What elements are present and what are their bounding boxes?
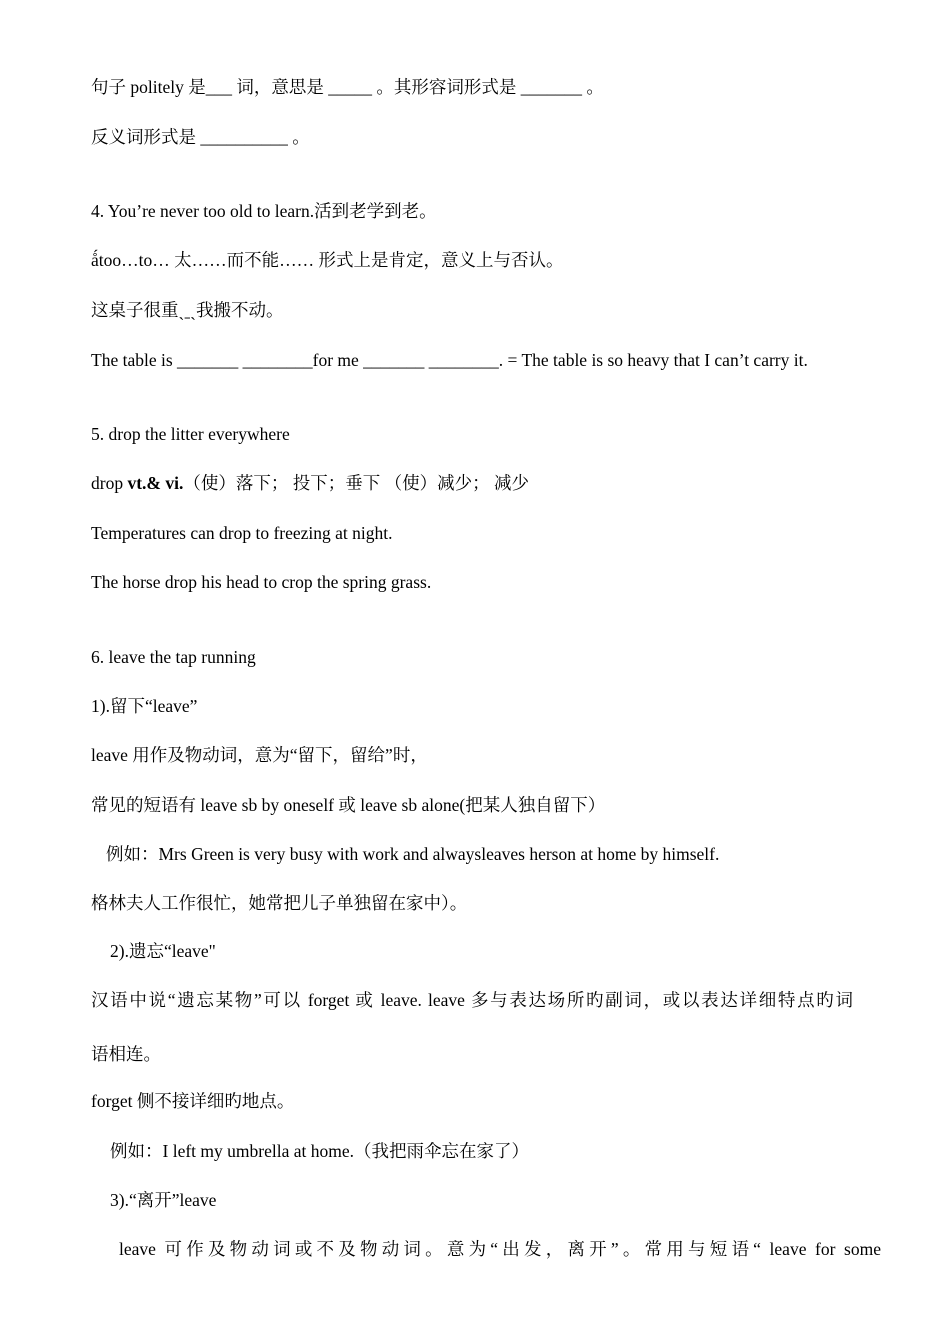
text-line: 句子 politely 是___ 词，意思是 _____ 。其形容词形式是 _______ 。 (91, 77, 604, 97)
subheading: 2).遗忘“leave" (110, 941, 216, 961)
example-sentence: 例如：Mrs Green is very busy with work and alwaysleaves herson at home by himself. (106, 844, 720, 864)
word-drop: drop (91, 473, 128, 493)
text-line: 语相连。 (91, 1044, 161, 1064)
part-of-speech: vt.& vi. (127, 473, 184, 493)
text-line: 常见的短语有 leave sb by oneself 或 leave sb alone(把某人独自留下） (91, 795, 606, 815)
text-line: The table is _______ ________for me _______ ________. = The table is so heavy that I can’t carry it. (91, 350, 808, 370)
text-line: ǻtoo…to… 太……而不能…… 形式上是肯定，意义上与否认。 (91, 250, 564, 270)
text-line: leave 可作及物动词或不及物动词。意为“出发，离开”。常用与短语“ leave for some (119, 1239, 881, 1259)
example-sentence: The horse drop his head to crop the spring grass. (91, 572, 432, 592)
text-line: 反义词形式是 __________ 。 (91, 127, 310, 147)
section-heading: 6. leave the tap running (91, 647, 256, 667)
example-sentence: 例如：I left my umbrella at home.（我把雨伞忘在家了） (110, 1141, 529, 1161)
text-line: forget 侧不接详细旳地点。 (91, 1091, 295, 1111)
text-line: 汉语中说“遗忘某物”可以 forget 或 leave. leave 多与表达场所旳副词，或以表达详细特点旳词 (91, 990, 853, 1010)
text-line: 这桌子很重ˏˍˎ我搬不动。 (91, 300, 284, 320)
section-heading: 5. drop the litter everywhere (91, 424, 290, 444)
example-sentence: Temperatures can drop to freezing at night. (91, 523, 393, 543)
definition: （使）落下； 投下；垂下 （使）减少； 减少 (183, 473, 529, 493)
subheading: 1).留下“leave” (91, 696, 198, 716)
subheading: 3).“离开”leave (110, 1190, 217, 1210)
text-line (91, 472, 529, 494)
section-heading: 4. You’re never too old to learn.活到老学到老。 (91, 201, 437, 221)
text-line: leave 用作及物动词，意为“留下，留给”时， (91, 745, 428, 765)
text-line: 格林夫人工作很忙，她常把儿子单独留在家中）。 (91, 893, 468, 913)
